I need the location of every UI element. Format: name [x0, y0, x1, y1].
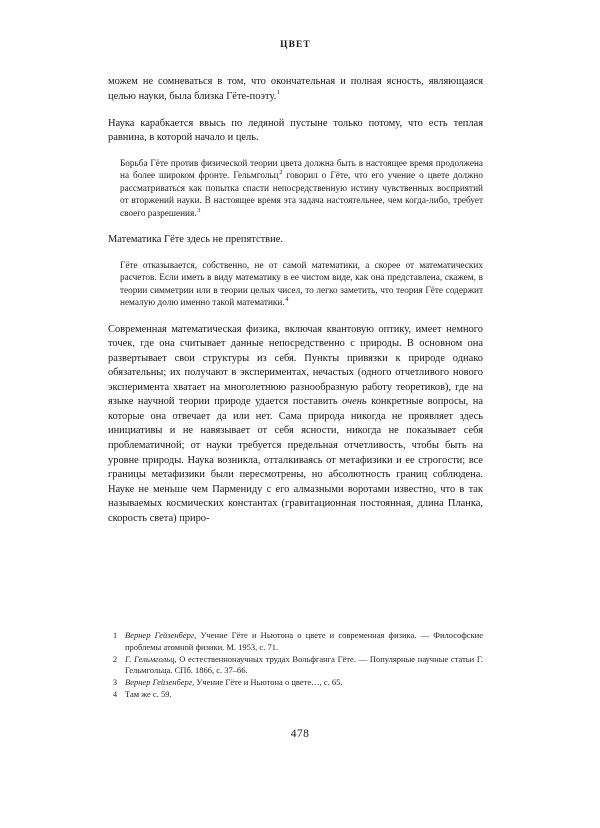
footnote-rest: , О естественнонаучных трудах Вольфганга Гёте. — Популярные научные статьи Г. Гельмгольца. СПб. 1866, с. 37–66.: [125, 653, 483, 676]
footnote-author: Вернер Гейзенберг: [125, 677, 193, 688]
footnote-rest: , Учение Гёте и Ньютона о цвете и современная физика. — Философские проблемы атомной физики. М. 1953, с. 71.: [125, 630, 484, 652]
footnote-rest: Там же с. 59.: [125, 689, 172, 700]
page-number: 478: [290, 728, 310, 740]
footnote-ref-2[interactable]: 2: [279, 169, 283, 177]
paragraph-continued: [108, 75, 483, 104]
emphasis-ochen: очень: [342, 396, 367, 408]
footnote-author: Вернер Гейзенберг: [125, 630, 195, 640]
footnote-item: [108, 654, 483, 677]
footnotes-block: [108, 630, 483, 702]
footnote-ref-4[interactable]: 4: [285, 296, 289, 304]
footnote-number[interactable]: 2: [113, 654, 118, 664]
footnote-text: [125, 654, 483, 677]
paragraph-modern-physics-part1: Современная математическая физика, включая квантовую оптику, имеет немного точек, где она считывает данные непосредственно с природы. В основном она развертывает свои структуры из себя. Пункты привязки к природе однако обязательны; их получают в экспериментах, нечастых (одного отчетливого нового эксперимента хватает на многолетнюю разнообразную работу теоретиков), где на языке научной теории природе удается поставить: [108, 323, 483, 408]
blockquote-1-part2: говорил о Гёте, что его учение о цвете должно рассматриваться как попытка спасти непосредственную истину чувственных восприятий от вторжений науки. В настоящее время эта задача настоятельнее, чем когда-либо, требует своего разрешения.: [120, 171, 483, 220]
footnote-text: [125, 630, 483, 653]
blockquote-mathematics-text: [120, 260, 483, 310]
footnote-item: [108, 677, 483, 689]
footnote-number[interactable]: 4: [113, 690, 118, 700]
footnote-text: [125, 689, 483, 701]
running-head: ЦВЕТ: [280, 40, 311, 50]
footnote-ref-3[interactable]: 3: [197, 206, 201, 214]
footnote-number[interactable]: 1: [113, 631, 118, 640]
footnote-text: [125, 677, 483, 689]
footnote-item: [108, 689, 483, 701]
blockquote-heisenberg: [108, 158, 483, 221]
footnote-item: [108, 630, 483, 653]
blockquote-1-part1: Борьба Гёте против физической теории цвета должна быть в настоящее время продолжена на более широком фронте. Гельмгольц: [120, 158, 483, 182]
paragraph-continued-text: можем не сомневаться в том, что окончательная и полная ясность, являющаяся целью науки, была близка Гёте-поэту.: [108, 76, 483, 102]
blockquote-2-text: Гёте отказывается, собственно, не от самой математики, а скорее от математических расчетов. Если иметь в виду математику в ее чистом виде, как она представлена, скажем, в теории симметрии или в теории целых чисел, то легко заметить, что теория Гёте содержит немалую долю именно такой математики.: [120, 260, 483, 309]
body-text-block: [108, 75, 483, 526]
footnote-number[interactable]: 3: [113, 678, 118, 688]
blockquote-heisenberg-text: [120, 158, 483, 221]
footnote-ref-1[interactable]: 1: [276, 89, 281, 97]
blockquote-mathematics: [108, 260, 483, 310]
footnote-author: Г. Гельмгольц: [125, 653, 175, 664]
footnote-rest: , Учение Гёте и Ньютона о цвете…, с. 65.: [192, 677, 343, 688]
paragraph-modern-physics: [108, 323, 483, 527]
paragraph-math-not-obstacle: Математика Гёте здесь не препятствие.: [108, 234, 283, 246]
paragraph-modern-physics-part2: конкретные вопросы, на которые она отвечает да или нет. Сама природа никогда не проявляет здесь инициативы и не навязывает от себя ясности, никогда не показывает себя проблематичной; от науки требуется предельная отчетливость, чтобы быть на уровне природы. Наука возникла, отталкиваясь от метафизики и ее строгости; все границы метафизики были пересмотрены, но абсолютность границ соблюдена. Науке не меньше чем Пармениду с его алмазными воротами известно, что в так называемых космических константах (гравитационная постоянная, длина Планка, скорость света) приро-: [108, 396, 483, 524]
paragraph-science-climbs: Наука карабкается ввысь по ледяной пустыне только потому, что есть теплая равнина, в которой начало и цель.: [108, 117, 483, 144]
page-text-column: [108, 0, 483, 526]
